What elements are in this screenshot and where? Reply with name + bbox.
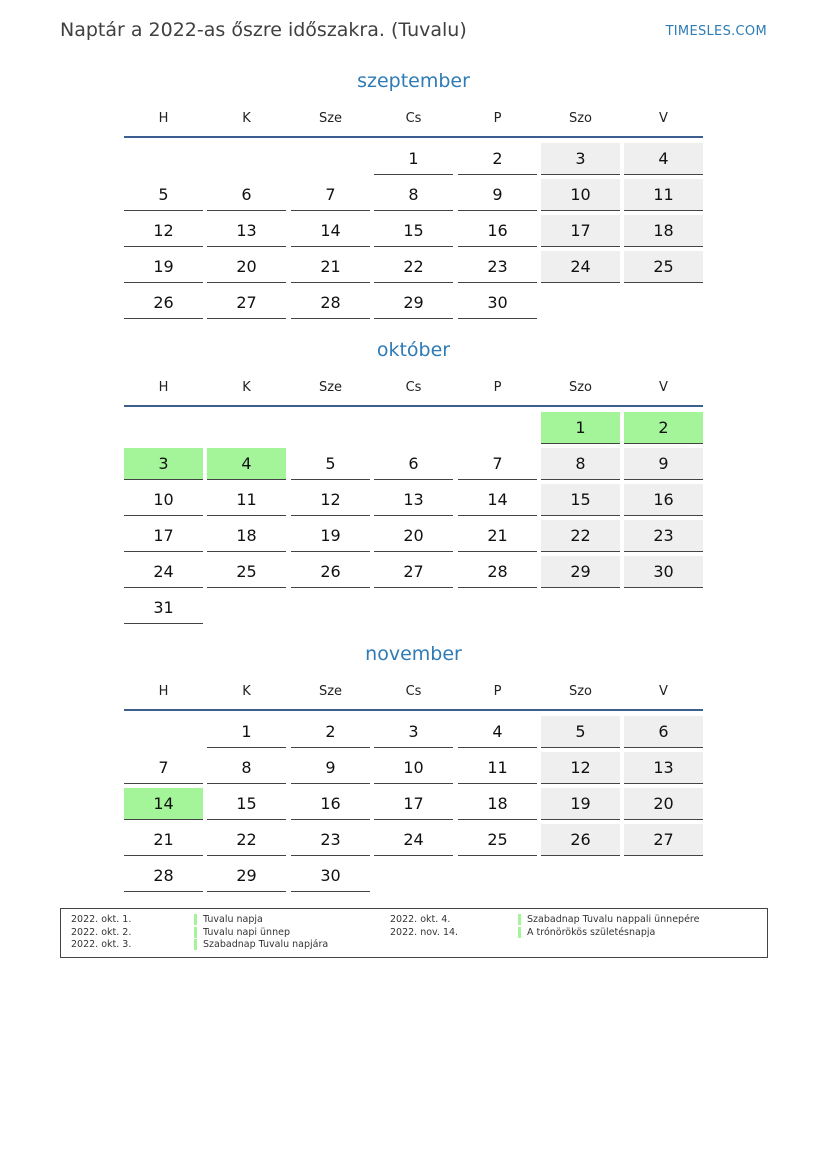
weekday-label: Cs — [405, 111, 422, 126]
day-cell[interactable]: 23 — [458, 251, 537, 283]
day-cell[interactable]: 20 — [207, 251, 286, 283]
weekday-label: Sze — [318, 111, 343, 126]
day-cell[interactable]: 14 — [291, 215, 370, 247]
day-cell[interactable]: 2 — [291, 716, 370, 748]
day-cell[interactable]: 11 — [458, 752, 537, 784]
day-cell[interactable]: 28 — [291, 287, 370, 319]
day-cell[interactable]: 26 — [291, 556, 370, 588]
day-cell[interactable]: 7 — [124, 752, 203, 784]
weekday-label: H — [158, 380, 169, 395]
day-cell[interactable]: 1 — [207, 716, 286, 748]
month-title: szeptember — [357, 70, 470, 92]
weekday-label: H — [158, 111, 169, 126]
page-title: Naptár a 2022-as őszre időszakra. (Tuvalu) — [60, 19, 467, 41]
legend-name: Szabadnap Tuvalu nappali ünnepére — [518, 914, 699, 925]
weekday-label: K — [242, 380, 251, 395]
day-cell[interactable]: 27 — [624, 824, 703, 856]
day-cell[interactable]: 9 — [624, 448, 703, 480]
day-cell[interactable]: 3 — [374, 716, 453, 748]
month-title: november — [365, 643, 462, 665]
legend-date: 2022. okt. 4. — [390, 914, 451, 925]
weekday-label: K — [242, 111, 251, 126]
day-cell[interactable]: 16 — [458, 215, 537, 247]
legend-date: 2022. okt. 2. — [71, 927, 132, 938]
day-cell[interactable]: 20 — [624, 788, 703, 820]
legend-name: Tuvalu napi ünnep — [194, 927, 290, 938]
day-cell[interactable]: 11 — [624, 179, 703, 211]
day-cell[interactable]: 22 — [207, 824, 286, 856]
day-cell[interactable]: 7 — [458, 448, 537, 480]
day-cell[interactable]: 14 — [124, 788, 203, 820]
weekday-label: Cs — [405, 684, 422, 699]
day-cell[interactable]: 27 — [207, 287, 286, 319]
site-link[interactable]: TIMESLES.COM — [665, 24, 767, 39]
day-cell[interactable]: 5 — [124, 179, 203, 211]
day-cell[interactable]: 4 — [624, 143, 703, 175]
day-cell[interactable]: 29 — [374, 287, 453, 319]
weekday-label: P — [493, 380, 502, 395]
day-cell[interactable]: 16 — [624, 484, 703, 516]
day-cell[interactable]: 25 — [624, 251, 703, 283]
weekday-label: V — [659, 111, 668, 126]
weekday-label: V — [659, 380, 668, 395]
day-cell[interactable]: 28 — [124, 860, 203, 892]
day-cell[interactable]: 12 — [291, 484, 370, 516]
day-cell[interactable]: 20 — [374, 520, 453, 552]
day-cell[interactable]: 17 — [374, 788, 453, 820]
weekday-label: Szo — [568, 684, 593, 699]
day-cell[interactable]: 19 — [541, 788, 620, 820]
day-cell[interactable]: 18 — [458, 788, 537, 820]
day-cell[interactable]: 1 — [374, 143, 453, 175]
day-cell[interactable]: 12 — [541, 752, 620, 784]
day-cell[interactable]: 25 — [458, 824, 537, 856]
weekday-label: Szo — [568, 111, 593, 126]
legend-date: 2022. okt. 3. — [71, 939, 132, 950]
day-cell[interactable]: 23 — [291, 824, 370, 856]
day-cell[interactable]: 8 — [541, 448, 620, 480]
day-cell[interactable]: 10 — [541, 179, 620, 211]
legend-name: Tuvalu napja — [194, 914, 263, 925]
day-cell[interactable]: 17 — [541, 215, 620, 247]
day-cell[interactable]: 29 — [541, 556, 620, 588]
day-cell[interactable]: 21 — [458, 520, 537, 552]
header-rule — [124, 709, 703, 711]
day-cell[interactable]: 27 — [374, 556, 453, 588]
day-cell[interactable]: 17 — [124, 520, 203, 552]
month-title: október — [376, 339, 451, 361]
day-cell[interactable]: 3 — [124, 448, 203, 480]
day-cell[interactable]: 4 — [458, 716, 537, 748]
day-cell[interactable]: 21 — [124, 824, 203, 856]
day-cell[interactable]: 6 — [374, 448, 453, 480]
day-cell[interactable]: 3 — [541, 143, 620, 175]
day-cell[interactable]: 30 — [458, 287, 537, 319]
day-cell[interactable]: 12 — [124, 215, 203, 247]
day-cell[interactable]: 6 — [207, 179, 286, 211]
day-cell[interactable]: 14 — [458, 484, 537, 516]
day-cell[interactable]: 23 — [624, 520, 703, 552]
header-rule — [124, 136, 703, 138]
weekday-label: Sze — [318, 380, 343, 395]
weekday-label: V — [659, 684, 668, 699]
day-cell[interactable]: 5 — [541, 716, 620, 748]
day-cell[interactable]: 19 — [124, 251, 203, 283]
day-cell[interactable]: 10 — [124, 484, 203, 516]
weekday-label: Cs — [405, 380, 422, 395]
weekday-label: P — [493, 684, 502, 699]
day-cell[interactable]: 15 — [207, 788, 286, 820]
day-cell[interactable]: 18 — [624, 215, 703, 247]
legend-name: A trónörökös születésnapja — [518, 927, 655, 938]
day-cell[interactable]: 24 — [124, 556, 203, 588]
day-cell[interactable]: 10 — [374, 752, 453, 784]
weekday-label: Szo — [568, 380, 593, 395]
day-cell[interactable]: 24 — [374, 824, 453, 856]
day-cell[interactable]: 26 — [541, 824, 620, 856]
day-cell[interactable]: 30 — [624, 556, 703, 588]
day-cell[interactable]: 7 — [291, 179, 370, 211]
legend-date: 2022. nov. 14. — [390, 927, 459, 938]
day-cell[interactable]: 9 — [291, 752, 370, 784]
day-cell[interactable]: 13 — [207, 215, 286, 247]
day-cell[interactable]: 13 — [374, 484, 453, 516]
holiday-legend — [60, 908, 768, 958]
day-cell[interactable]: 9 — [458, 179, 537, 211]
day-cell[interactable]: 13 — [624, 752, 703, 784]
day-cell[interactable]: 5 — [291, 448, 370, 480]
day-cell[interactable]: 31 — [124, 592, 203, 624]
day-cell[interactable]: 29 — [207, 860, 286, 892]
weekday-label: P — [493, 111, 502, 126]
day-cell[interactable]: 22 — [374, 251, 453, 283]
day-cell[interactable]: 2 — [458, 143, 537, 175]
day-cell[interactable]: 18 — [207, 520, 286, 552]
day-cell[interactable]: 22 — [541, 520, 620, 552]
day-cell[interactable]: 15 — [374, 215, 453, 247]
day-cell[interactable]: 21 — [291, 251, 370, 283]
day-cell[interactable]: 6 — [624, 716, 703, 748]
day-cell[interactable]: 15 — [541, 484, 620, 516]
day-cell[interactable]: 19 — [291, 520, 370, 552]
weekday-label: Sze — [318, 684, 343, 699]
day-cell[interactable]: 16 — [291, 788, 370, 820]
day-cell[interactable]: 28 — [458, 556, 537, 588]
day-cell[interactable]: 11 — [207, 484, 286, 516]
day-cell[interactable]: 24 — [541, 251, 620, 283]
day-cell[interactable]: 26 — [124, 287, 203, 319]
day-cell[interactable]: 8 — [374, 179, 453, 211]
day-cell[interactable]: 4 — [207, 448, 286, 480]
day-cell[interactable]: 25 — [207, 556, 286, 588]
header-rule — [124, 405, 703, 407]
day-cell[interactable]: 1 — [541, 412, 620, 444]
day-cell[interactable]: 30 — [291, 860, 370, 892]
legend-name: Szabadnap Tuvalu napjára — [194, 939, 328, 950]
weekday-label: H — [158, 684, 169, 699]
day-cell[interactable]: 2 — [624, 412, 703, 444]
legend-date: 2022. okt. 1. — [71, 914, 132, 925]
day-cell[interactable]: 8 — [207, 752, 286, 784]
weekday-label: K — [242, 684, 251, 699]
